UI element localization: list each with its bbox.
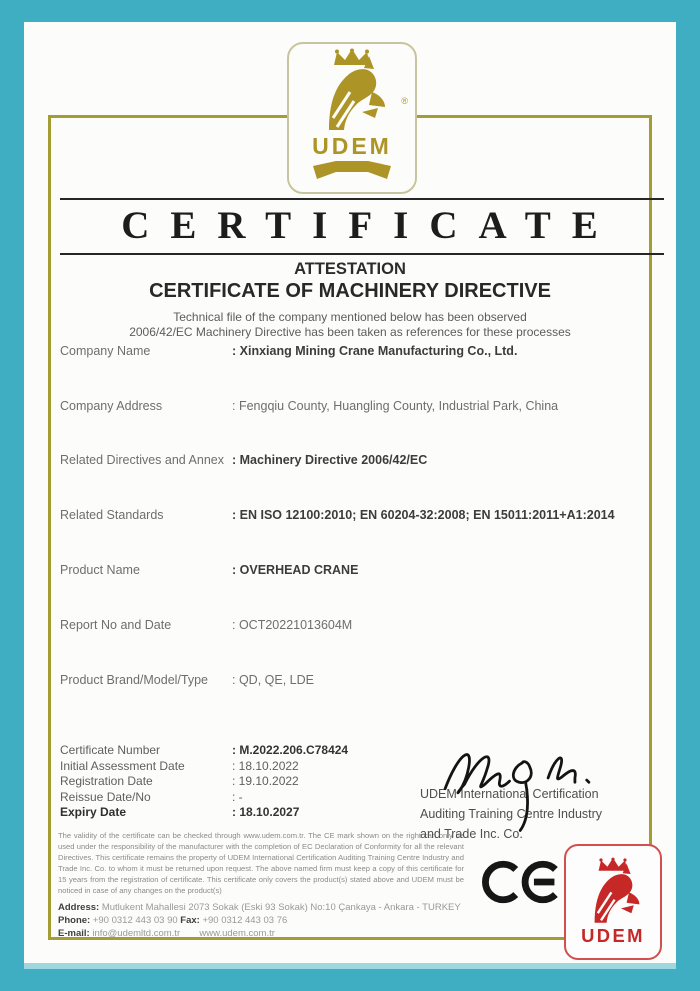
field-label: Company Address [60, 399, 163, 413]
email-value: info@udemltd.com.tr [92, 928, 181, 939]
field-value: : OCT20221013604M [232, 617, 352, 633]
summary-value: : M.2022.206.C78424 [232, 743, 348, 759]
page-title: CERTIFICATE [121, 204, 619, 247]
field-label: Related Standards [60, 508, 164, 522]
address-line [58, 901, 498, 914]
signature [432, 720, 602, 838]
field-value: : Fengqiu County, Huangling County, Industrial Park, China [232, 398, 558, 414]
contact-footer [58, 901, 498, 940]
summary-block [60, 743, 480, 821]
field-row-product-name [60, 562, 646, 578]
certificate-paper [24, 22, 676, 963]
summary-label: Reissue Date/No [60, 789, 151, 804]
field-value: : EN ISO 12100:2010; EN 60204-32:2008; EN 15011:2011+A1:2014 [232, 507, 615, 523]
field-label: Company Name [60, 344, 151, 358]
intro-line-2: 2006/42/EC Machinery Directive has been taken as references for these processes [129, 325, 571, 339]
summary-row-registration-date [60, 774, 480, 790]
udem-logo-top [287, 42, 417, 194]
field-row-standards [60, 507, 646, 523]
field-row-brand-model [60, 672, 646, 688]
fax-label: Fax: [180, 915, 200, 926]
field-row-report-no [60, 617, 646, 633]
email-line [58, 927, 498, 940]
summary-row-initial-assessment [60, 759, 480, 775]
field-row-directives [60, 452, 646, 468]
field-value: : Xinxiang Mining Crane Manufacturing Co., Ltd. [232, 343, 517, 359]
field-row-company-address [60, 398, 646, 414]
field-label: Product Name [60, 563, 140, 577]
phone-line [58, 914, 498, 927]
summary-label: Certificate Number [60, 743, 161, 757]
summary-row-expiry [60, 805, 480, 821]
registered-trademark: ® [401, 96, 408, 106]
field-value: : Machinery Directive 2006/42/EC [232, 452, 427, 468]
summary-value: : - [232, 790, 243, 806]
field-label: Report No and Date [60, 618, 172, 632]
field-row-company-name [60, 343, 646, 359]
udem-crest-red-icon [573, 856, 653, 948]
field-label: Product Brand/Model/Type [60, 673, 208, 687]
udem-crest-gold-icon [300, 48, 404, 188]
issuer-line-2: Auditing Training Centre Industry [420, 807, 603, 821]
summary-value: : 19.10.2022 [232, 774, 299, 790]
issuer-line-1: UDEM International Certification [420, 787, 599, 801]
website-value: www.udem.com.tr [199, 928, 275, 939]
field-value: : OVERHEAD CRANE [232, 562, 358, 578]
fax-value: +90 0312 443 03 76 [202, 915, 288, 926]
phone-label: Phone: [58, 915, 91, 926]
intro-line-1: Technical file of the company mentioned below has been observed [173, 310, 527, 324]
intro-text [24, 310, 676, 340]
fine-print: The validity of the certificate can be checked through www.udem.com.tr. The CE mark shown on the right can only be used under the responsibility of the manufacturer with the completion of EC Declaration of Conformity for all the relevant Directives. This certificate remains the property of UDEM International Certification Auditing Training Centre Industry and Trade Inc. Co. to whom it must be returned upon request. The above named firm must keep a copy of this certificate for 15 years from the registration of certificate. This certificate only covers the product(s) stated above and UDEM must be noticed in case of any changes on the product(s) [58, 831, 464, 895]
field-label: Related Directives and Annex [60, 453, 224, 467]
field-value: : QD, QE, LDE [232, 672, 314, 688]
email-label: E-mail: [58, 928, 90, 939]
address-value: Mutlukent Mahallesi 2073 Sokak (Eski 93 Sokak) No:10 Çankaya - Ankara - TURKEY [101, 902, 461, 913]
summary-value: : 18.10.2027 [232, 805, 299, 821]
directive-subtitle: CERTIFICATE OF MACHINERY DIRECTIVE [149, 280, 551, 302]
summary-row-reissue [60, 790, 480, 806]
certificate-heading [60, 198, 664, 255]
address-label: Address: [58, 902, 100, 913]
issuer-line-3: and Trade Inc. Co. [420, 827, 523, 841]
attestation-heading: ATTESTATION [294, 260, 406, 278]
summary-label: Initial Assessment Date [60, 758, 185, 773]
summary-label: Expiry Date [60, 805, 127, 819]
summary-row-cert-number [60, 743, 480, 759]
phone-value: +90 0312 443 03 90 [92, 915, 178, 926]
summary-label: Registration Date [60, 774, 153, 788]
udem-logo-bottom [564, 844, 662, 960]
summary-value: : 18.10.2022 [232, 759, 299, 775]
